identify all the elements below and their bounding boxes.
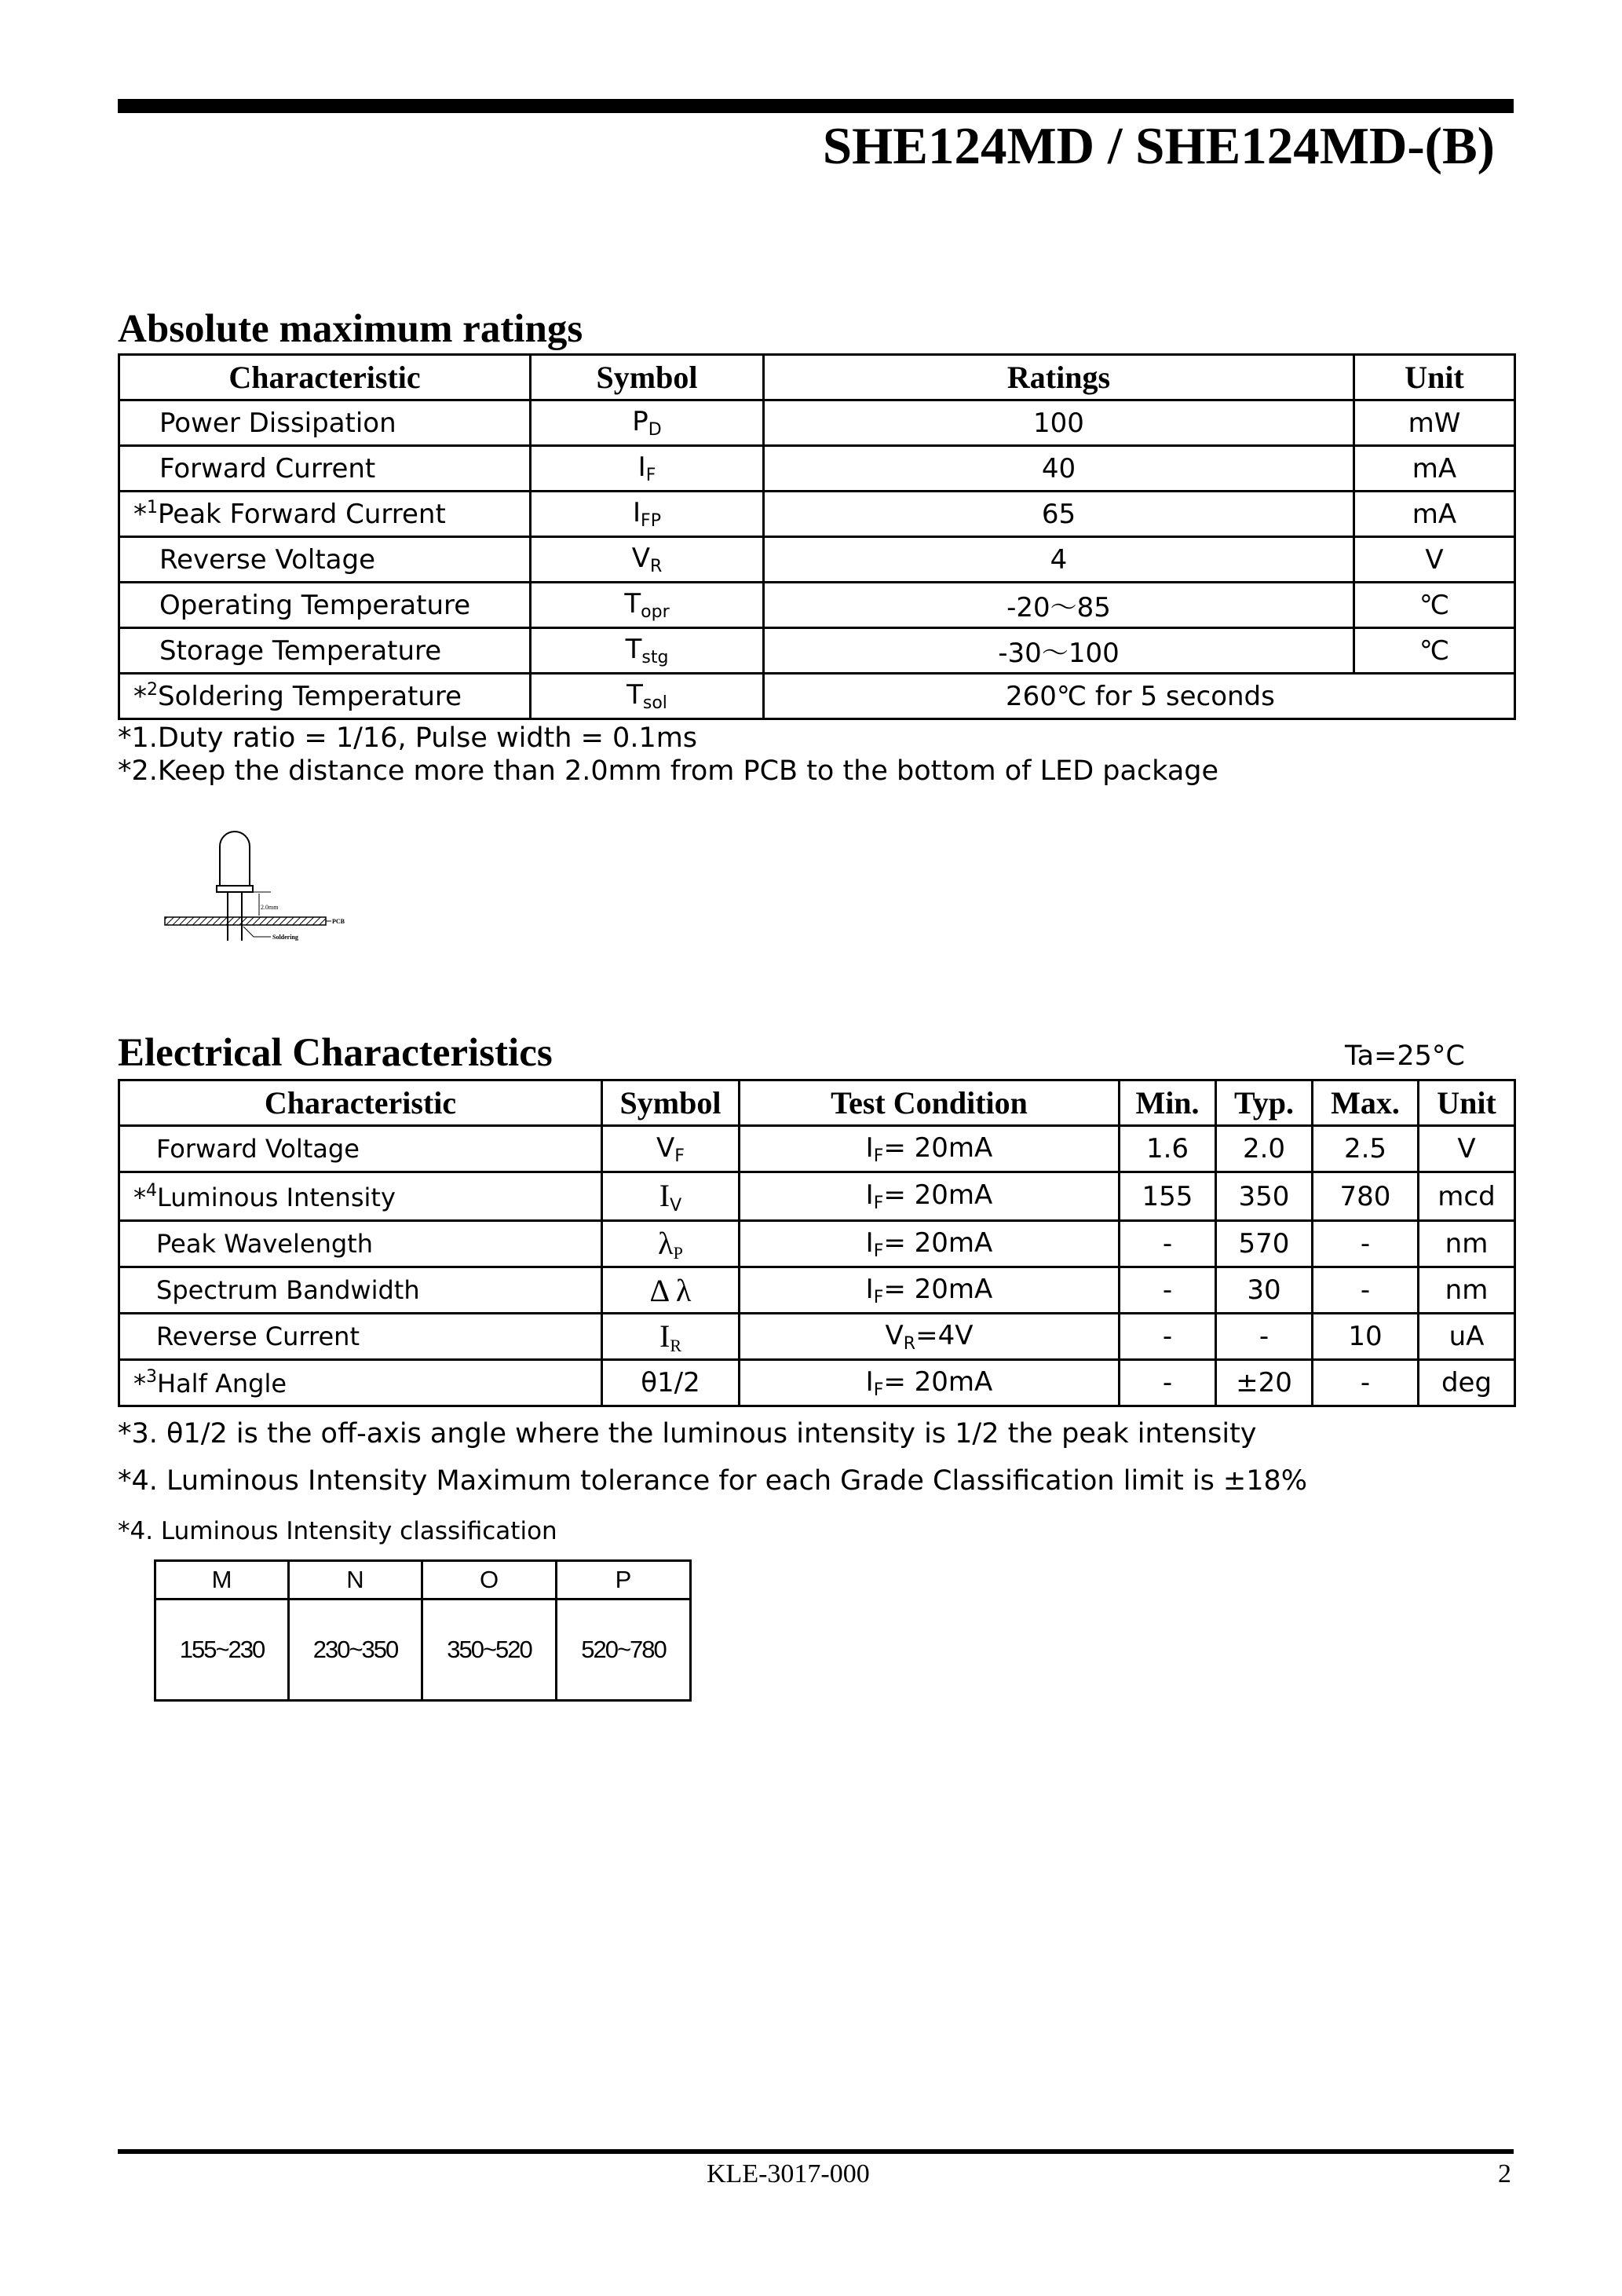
unit-cell: V (1354, 537, 1515, 583)
min-cell: - (1120, 1267, 1216, 1314)
rating-cell: 65 (764, 492, 1354, 537)
column-header: Characteristic (119, 355, 531, 400)
symbol-cell: $\lambda_P$ (602, 1221, 740, 1267)
max-cell: 780 (1313, 1172, 1419, 1221)
unit-cell: mA (1354, 446, 1515, 492)
condition-cell: $I_F= 20mA$ (740, 1126, 1120, 1172)
symbol-cell: $P_D$ (531, 400, 764, 446)
condition-cell: $I_F= 20mA$ (740, 1267, 1120, 1314)
characteristic-cell: Reverse Current (119, 1314, 602, 1360)
soldering-leader (243, 927, 271, 937)
condition-cell: $I_F= 20mA$ (740, 1360, 1120, 1406)
column-header: Symbol (531, 355, 764, 400)
table-row (119, 537, 1515, 583)
symbol-cell: $V_F$ (602, 1126, 740, 1172)
footnote-2: *2.Keep the distance more than 2.0mm from PCB to the bottom of LED package (118, 755, 1219, 787)
table-row (119, 1314, 1515, 1360)
typ-cell: 350 (1216, 1172, 1313, 1221)
rating-cell: 100 (764, 400, 1354, 446)
table-row (119, 446, 1515, 492)
table-row (119, 628, 1515, 674)
table-header-row (119, 1080, 1515, 1126)
column-header: Min. (1120, 1080, 1216, 1126)
led-mounting-diagram (161, 823, 349, 949)
column-header: Unit (1354, 355, 1515, 400)
symbol-cell: $I_F$ (531, 446, 764, 492)
max-cell: - (1313, 1267, 1419, 1314)
column-header: Test Condition (740, 1080, 1120, 1126)
unit-cell: deg (1419, 1360, 1515, 1406)
electrical-title: Electrical Characteristics (118, 1031, 553, 1075)
rating-cell: 40 (764, 446, 1354, 492)
symbol-cell: $I_{FP}$ (531, 492, 764, 537)
characteristic-cell: Peak Wavelength (119, 1221, 602, 1267)
unit-cell: uA (1419, 1314, 1515, 1360)
max-cell: - (1313, 1221, 1419, 1267)
dimension-label: 2.0mm (261, 904, 279, 911)
column-header: Typ. (1216, 1080, 1313, 1126)
min-cell: - (1120, 1314, 1216, 1360)
characteristic-cell: Forward Current (119, 446, 531, 492)
grade-cell: O (422, 1561, 557, 1600)
grade-cell: N (289, 1561, 422, 1600)
characteristic-cell: *$^4$Luminous Intensity (119, 1172, 602, 1221)
table-row (119, 583, 1515, 628)
unit-cell: mW (1354, 400, 1515, 446)
characteristic-cell: *$^2$Soldering Temperature (119, 674, 531, 719)
characteristic-cell: Power Dissipation (119, 400, 531, 446)
rating-cell: 4 (764, 537, 1354, 583)
range-cell: 350~520 (422, 1600, 557, 1701)
led-leads (228, 892, 242, 941)
ambient-condition: Ta=25°C (1345, 1040, 1465, 1072)
unit-cell: nm (1419, 1221, 1515, 1267)
absolute-ratings-title: Absolute maximum ratings (118, 307, 583, 351)
characteristic-cell: *$^3$Half Angle (119, 1360, 602, 1406)
grade-row (155, 1561, 691, 1600)
led-body (217, 832, 253, 892)
column-header: Characteristic (119, 1080, 602, 1126)
grade-cell: P (557, 1561, 691, 1600)
table-row (119, 1126, 1515, 1172)
header-rule (118, 99, 1514, 113)
pcb-label: PCB (332, 918, 345, 925)
grade-cell: M (155, 1561, 289, 1600)
unit-cell: mcd (1419, 1172, 1515, 1221)
condition-cell: $I_F= 20mA$ (740, 1172, 1120, 1221)
typ-cell: - (1216, 1314, 1313, 1360)
min-cell: 155 (1120, 1172, 1216, 1221)
range-row (155, 1600, 691, 1701)
condition-cell: $I_F= 20mA$ (740, 1221, 1120, 1267)
unit-cell: ℃ (1354, 583, 1515, 628)
range-cell: 230~350 (289, 1600, 422, 1701)
table-row (119, 1221, 1515, 1267)
footnote-3: *3. θ1/2 is the off-axis angle where the luminous intensity is 1/2 the peak intensity (118, 1418, 1257, 1450)
symbol-cell: θ1/2 (602, 1360, 740, 1406)
symbol-cell: $V_R$ (531, 537, 764, 583)
rating-cell: 260℃ for 5 seconds (764, 674, 1515, 719)
condition-cell: $V_R=4V$ (740, 1314, 1120, 1360)
footnote-1: *1.Duty ratio = 1/16, Pulse width = 0.1ms (118, 722, 698, 754)
symbol-cell: Δ λ (602, 1267, 740, 1314)
range-cell: 520~780 (557, 1600, 691, 1701)
footnote-4: *4. Luminous Intensity Maximum tolerance for each Grade Classification limit is ±18% (118, 1465, 1308, 1497)
typ-cell: 30 (1216, 1267, 1313, 1314)
classification-caption: *4. Luminous Intensity classification (118, 1517, 557, 1545)
table-header-row (119, 355, 1515, 400)
table-row (119, 674, 1515, 719)
symbol-cell: $T_{sol}$ (531, 674, 764, 719)
column-header: Unit (1419, 1080, 1515, 1126)
luminous-classification-table (154, 1559, 692, 1702)
table-row (119, 400, 1515, 446)
characteristic-cell: Storage Temperature (119, 628, 531, 674)
min-cell: - (1120, 1360, 1216, 1406)
min-cell: 1.6 (1120, 1126, 1216, 1172)
unit-cell: nm (1419, 1267, 1515, 1314)
table-row (119, 1172, 1515, 1221)
min-cell: - (1120, 1221, 1216, 1267)
characteristic-cell: Forward Voltage (119, 1126, 602, 1172)
symbol-cell: $T_{opr}$ (531, 583, 764, 628)
unit-cell: ℃ (1354, 628, 1515, 674)
symbol-cell: $I_V$ (602, 1172, 740, 1221)
document-code: KLE-3017-000 (707, 2159, 870, 2188)
characteristic-cell: *$^1$Peak Forward Current (119, 492, 531, 537)
page-number: 2 (1498, 2159, 1511, 2188)
absolute-ratings-table (118, 353, 1516, 720)
range-cell: 155~230 (155, 1600, 289, 1701)
characteristic-cell: Spectrum Bandwidth (119, 1267, 602, 1314)
pcb-board (165, 917, 326, 925)
document-title: SHE124MD / SHE124MD-(B) (822, 117, 1495, 175)
characteristic-cell: Reverse Voltage (119, 537, 531, 583)
rating-cell: -20～85 (764, 583, 1354, 628)
column-header: Max. (1313, 1080, 1419, 1126)
symbol-cell: $T_{stg}$ (531, 628, 764, 674)
max-cell: 10 (1313, 1314, 1419, 1360)
soldering-label: Soldering (272, 934, 298, 941)
characteristic-cell: Operating Temperature (119, 583, 531, 628)
electrical-table (118, 1079, 1516, 1407)
column-header: Symbol (602, 1080, 740, 1126)
table-row (119, 492, 1515, 537)
footer-rule (118, 2149, 1514, 2154)
typ-cell: 570 (1216, 1221, 1313, 1267)
typ-cell: ±20 (1216, 1360, 1313, 1406)
unit-cell: mA (1354, 492, 1515, 537)
table-row (119, 1267, 1515, 1314)
rating-cell: -30～100 (764, 628, 1354, 674)
max-cell: - (1313, 1360, 1419, 1406)
unit-cell: V (1419, 1126, 1515, 1172)
max-cell: 2.5 (1313, 1126, 1419, 1172)
column-header: Ratings (764, 355, 1354, 400)
symbol-cell: $I_R$ (602, 1314, 740, 1360)
typ-cell: 2.0 (1216, 1126, 1313, 1172)
table-row (119, 1360, 1515, 1406)
